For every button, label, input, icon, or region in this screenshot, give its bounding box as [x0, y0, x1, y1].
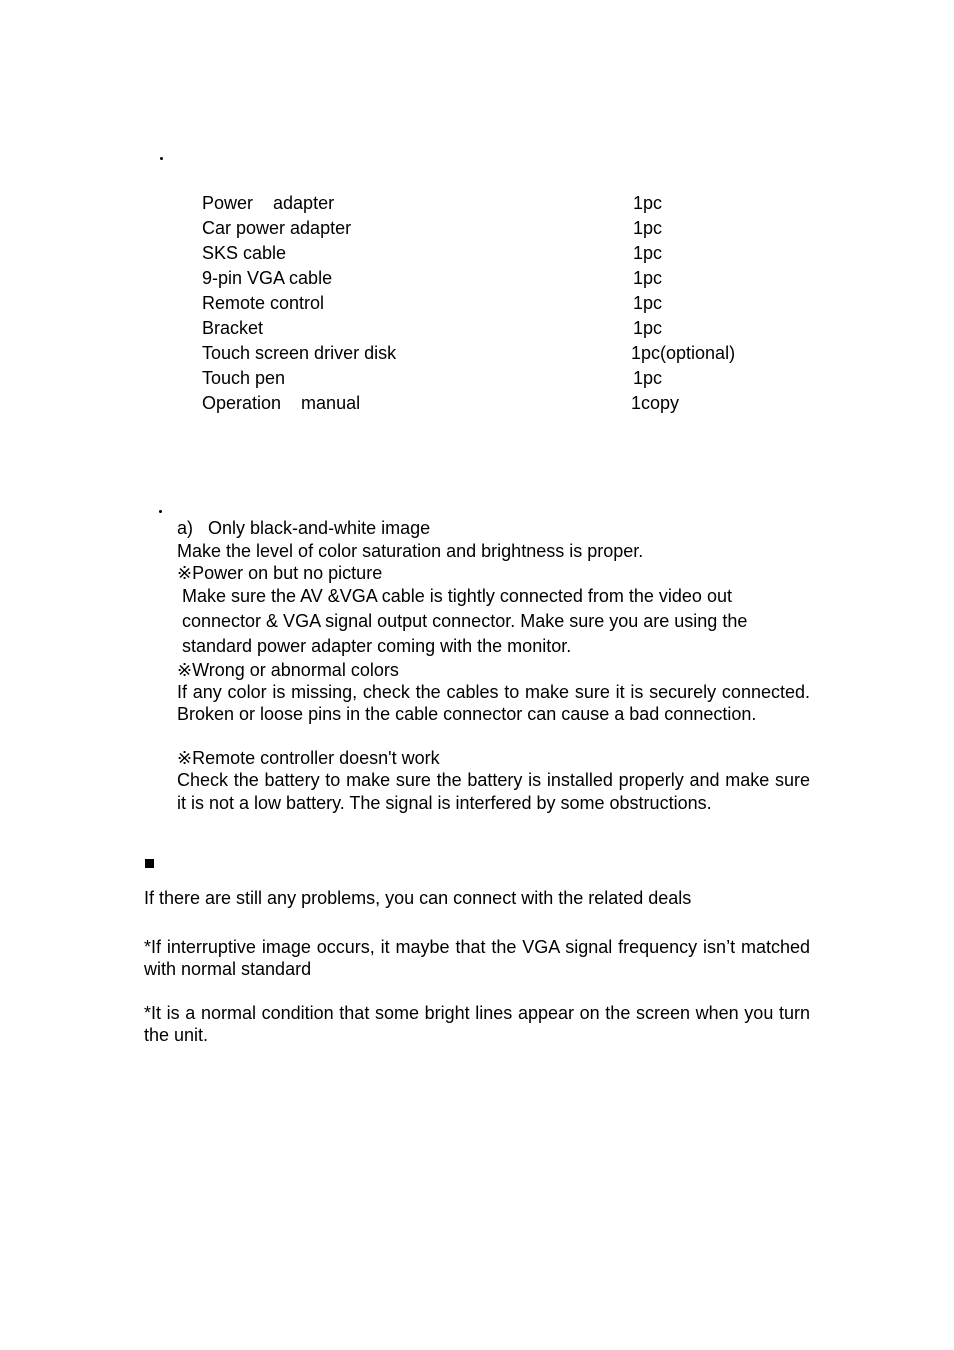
accessory-qty: 1pc — [633, 368, 663, 388]
remote-text: Check the battery to make sure the battery is installed properly and make sure it is not a low battery. The signal is interfered by some obstructions. — [177, 770, 810, 813]
accessory-name: Bracket — [202, 318, 264, 338]
accessory-qty: 1pc — [633, 243, 663, 263]
accessory-qty: 1pc — [633, 193, 663, 213]
colors-heading: ※Wrong or abnormal colors — [177, 660, 399, 680]
accessory-qty: 1copy — [631, 393, 680, 413]
power-text-line: standard power adapter coming with the monitor. — [182, 636, 572, 656]
accessories-bullet — [160, 157, 163, 160]
accessory-qty: 1pc(optional) — [631, 343, 736, 363]
power-text-line: connector & VGA signal output connector. Make sure you are using the — [182, 611, 748, 631]
accessory-qty: 1pc — [633, 318, 663, 338]
power-heading: ※Power on but no picture — [177, 563, 383, 583]
troubleshooting-bullet — [159, 510, 162, 513]
remote-heading: ※Remote controller doesn't work — [177, 748, 440, 768]
item-a-text: Make the level of color saturation and brightness is proper. — [177, 541, 644, 561]
accessory-qty: 1pc — [633, 218, 663, 238]
bright-lines-note: *It is a normal condition that some bright lines appear on the screen when you turn the unit. — [144, 1003, 810, 1045]
accessory-qty: 1pc — [633, 268, 663, 288]
accessory-name: SKS cable — [202, 243, 287, 263]
item-a-heading: a) Only black-and-white image — [177, 518, 431, 538]
power-text-line: Make sure the AV &VGA cable is tightly connected from the video out — [182, 586, 732, 606]
problems-note: If there are still any problems, you can connect with the related deals — [144, 888, 692, 908]
accessory-name: Touch pen — [202, 368, 286, 388]
accessory-qty: 1pc — [633, 293, 663, 313]
accessory-name: 9-pin VGA cable — [202, 268, 333, 288]
accessory-name: Remote control — [202, 293, 325, 313]
accessory-name: Touch screen driver disk — [202, 343, 397, 363]
interruptive-note: *If interruptive image occurs, it maybe that the VGA signal frequency isn’t matched with normal standard — [144, 937, 810, 979]
notes-bullet — [145, 859, 154, 868]
accessory-name: Power adapter — [202, 193, 335, 213]
colors-text: If any color is missing, check the cables to make sure it is securely connected. Broken or loose pins in the cable connector can cause a bad connection. — [177, 682, 810, 724]
accessory-name: Operation manual — [202, 393, 361, 413]
accessory-name: Car power adapter — [202, 218, 352, 238]
